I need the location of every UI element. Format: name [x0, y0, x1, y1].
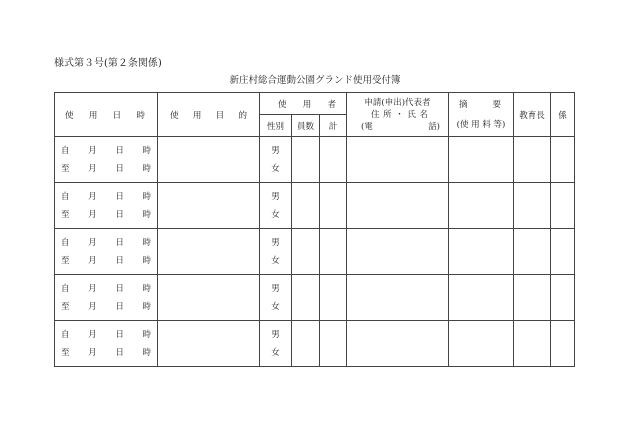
remarks-cell[interactable]	[449, 183, 514, 229]
date-cell: 自 月 日 時 至 月 日 時	[55, 137, 158, 183]
purpose-cell[interactable]	[158, 321, 260, 367]
total-cell[interactable]	[320, 183, 347, 229]
count-cell[interactable]	[292, 137, 320, 183]
remarks-cell[interactable]	[449, 229, 514, 275]
document-title: 新庄村総合運動公園グランド使用受付簿	[229, 75, 401, 86]
clerk-cell[interactable]	[551, 229, 575, 275]
total-cell[interactable]	[320, 275, 347, 321]
representative-cell[interactable]	[347, 275, 449, 321]
header-count: 員数	[292, 115, 320, 137]
table-row	[55, 321, 575, 367]
representative-cell[interactable]	[347, 229, 449, 275]
remarks-cell[interactable]	[449, 275, 514, 321]
table-row	[55, 183, 575, 229]
table-row	[55, 275, 575, 321]
sex-cell: 男 女	[260, 183, 292, 229]
clerk-cell[interactable]	[551, 137, 575, 183]
superintendent-cell[interactable]	[514, 229, 551, 275]
usage-register-table	[54, 92, 575, 367]
total-cell[interactable]	[320, 229, 347, 275]
header-representative: 申請(申出)代表者 住 所 ・ 氏 名 (電 話)	[347, 93, 449, 137]
representative-cell[interactable]	[347, 183, 449, 229]
superintendent-cell[interactable]	[514, 321, 551, 367]
representative-cell[interactable]	[347, 137, 449, 183]
header-row-1	[55, 93, 575, 115]
purpose-cell[interactable]	[158, 137, 260, 183]
superintendent-cell[interactable]	[514, 183, 551, 229]
date-cell: 自 月 日 時 至 月 日 時	[55, 229, 158, 275]
sex-cell: 男 女	[260, 275, 292, 321]
header-superintendent: 教育長	[514, 93, 551, 137]
count-cell[interactable]	[292, 275, 320, 321]
date-cell: 自 月 日 時 至 月 日 時	[55, 321, 158, 367]
total-cell[interactable]	[320, 137, 347, 183]
header-use-date: 使 用 日 時	[55, 93, 158, 137]
clerk-cell[interactable]	[551, 321, 575, 367]
clerk-cell[interactable]	[551, 183, 575, 229]
header-total: 計	[320, 115, 347, 137]
remarks-cell[interactable]	[449, 321, 514, 367]
count-cell[interactable]	[292, 183, 320, 229]
purpose-cell[interactable]	[158, 275, 260, 321]
table-row	[55, 137, 575, 183]
superintendent-cell[interactable]	[514, 137, 551, 183]
table-row	[55, 229, 575, 275]
header-user: 使 用 者	[260, 93, 347, 115]
purpose-cell[interactable]	[158, 229, 260, 275]
sex-cell: 男 女	[260, 229, 292, 275]
date-cell: 自 月 日 時 至 月 日 時	[55, 183, 158, 229]
purpose-cell[interactable]	[158, 183, 260, 229]
header-sex: 性別	[260, 115, 292, 137]
sex-cell: 男 女	[260, 137, 292, 183]
representative-cell[interactable]	[347, 321, 449, 367]
form-number-label: 様式第３号(第２条関係)	[54, 58, 162, 69]
count-cell[interactable]	[292, 321, 320, 367]
superintendent-cell[interactable]	[514, 275, 551, 321]
sex-cell: 男 女	[260, 321, 292, 367]
header-remarks: 摘 要 (使 用 料 等)	[449, 93, 514, 137]
header-purpose: 使 用 目 的	[158, 93, 260, 137]
clerk-cell[interactable]	[551, 275, 575, 321]
remarks-cell[interactable]	[449, 137, 514, 183]
total-cell[interactable]	[320, 321, 347, 367]
date-cell: 自 月 日 時 至 月 日 時	[55, 275, 158, 321]
count-cell[interactable]	[292, 229, 320, 275]
header-clerk: 係	[551, 93, 575, 137]
